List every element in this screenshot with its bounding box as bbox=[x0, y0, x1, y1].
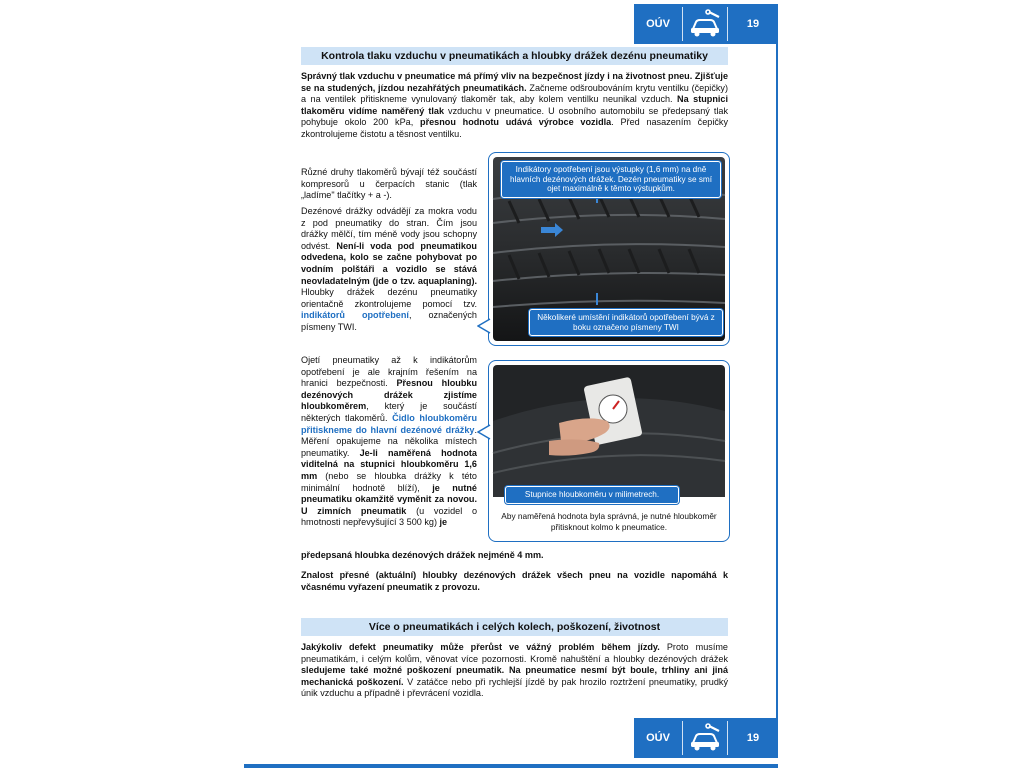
tab-divider bbox=[727, 721, 728, 755]
depth-gauge-photo-frame bbox=[488, 360, 730, 542]
tab-divider bbox=[682, 721, 683, 755]
pointer-arrow-icon bbox=[477, 424, 491, 440]
bold-text: Přesnou hloubku dezénových drážek zjistíme hloubkoměrem bbox=[301, 378, 477, 412]
tire-tread-photo-frame bbox=[488, 152, 730, 346]
body-text: . Měření opakujeme na několika místech pneumatiky. bbox=[301, 424, 477, 458]
tab-divider bbox=[682, 7, 683, 41]
section-heading-tire-pressure: Kontrola tlaku vzduchu v pneumatikách a hloubky drážek dezénu pneumatiky bbox=[301, 47, 728, 65]
body-text: . Před nasazením čepičky zkontrolujeme čistotu a těsnost ventilku. bbox=[301, 117, 728, 139]
highlight-text: indikátorů opotřebení bbox=[301, 310, 409, 321]
bold-text: sledujeme také možné poškození pneumatik. Na pneumatice nesmí být boule, trhliny ani jiná mechanická poškození. bbox=[301, 665, 728, 687]
winter-tire-rule: předepsaná hloubka dezénových drážek nejméně 4 mm. bbox=[301, 550, 544, 560]
bold-text: Jakýkoliv defekt pneumatiky může přerůst ve vážný problém během jízdy. bbox=[301, 642, 660, 652]
body-text: Hloubky drážek dezénu pneumatiky orientačně zkontrolujeme pomocí tzv. bbox=[301, 287, 477, 309]
car-wrench-icon bbox=[683, 723, 727, 753]
bold-text: Na stupnici tlakoměru vidíme naměřený tlak bbox=[301, 94, 728, 116]
gauge-scale-callout: Stupnice hloubkoměru v milimetrech. bbox=[505, 486, 679, 504]
page-number: 19 bbox=[746, 732, 760, 744]
twi-marking-callout: Několikeré umístění indikátorů opotřebení bývá z boku označeno písmeny TWI bbox=[529, 309, 723, 336]
car-wrench-icon bbox=[683, 9, 727, 39]
tire-damage-paragraph bbox=[301, 642, 728, 700]
pointer-arrow-icon bbox=[477, 318, 491, 334]
margin-rule bbox=[776, 42, 778, 720]
depth-gauge-caption: Aby naměřená hodnota byla správná, je nutné hloubkoměr přitisknout kolmo k pneumatice. bbox=[501, 511, 717, 532]
bold-text: je nutné pneumatiku okamžitě vyměnit za novou. U zimních pneumatik bbox=[301, 482, 477, 516]
body-text: V zatáčce nebo při rychlejší jízdě by pak hrozilo roztržení pneumatiky, prudký únik vzduchu a případně i převrácení vozidla. bbox=[301, 676, 729, 699]
bold-text: přesnou hodnotu udává výrobce vozidla bbox=[420, 117, 612, 128]
page-number: 19 bbox=[746, 18, 760, 30]
bottom-rule bbox=[244, 764, 778, 768]
tab-divider bbox=[727, 7, 728, 41]
highlight-text: Čidlo hloubkoměru přitiskneme do hlavní dezénové drážky bbox=[301, 412, 477, 435]
footer-tab bbox=[634, 718, 778, 758]
intro-paragraph bbox=[301, 71, 728, 141]
bold-text: Není-li voda pod pneumatikou odvedena, kolo se začne pohybovat po vodním polštáři a vozidlo se stává neovladatelným (jde o tzv. aquaplaning). bbox=[301, 240, 477, 286]
bold-text: je bbox=[439, 517, 448, 528]
depth-gauge-photo bbox=[489, 361, 729, 501]
body-text: Dezénové drážky odvádějí za mokra vodu z pod pneumatiky do stran. Čím jsou drážky mělčí, tím méně vody jsou schopny odvést. bbox=[301, 206, 477, 251]
wear-indicator-callout: Indikátory opotřebení jsou výstupky (1,6 mm) na dně hlavních dezénových drážek. Dezén pneumatiky se smí ojet maximálně k těmto výstupkům. bbox=[501, 161, 721, 198]
bold-text: Je-li naměřená hodnota viditelná na stupnici hloubkoměru 1,6 mm bbox=[301, 447, 477, 481]
body-text: Ojetí pneumatiky až k indikátorům opotřebení je ale krajním řešením na hranici bezpečnosti. bbox=[301, 355, 477, 389]
summary-paragraph: Znalost přesné (aktuální) hloubky dezénových drážek všech pneu na vozidle napomáhá k včasnému vyřazení pneumatik z provozu. bbox=[301, 570, 728, 592]
body-text: (nebo se hloubka drážky k této minimální hodnotě blíží), bbox=[301, 470, 477, 493]
header-tab bbox=[634, 4, 778, 44]
section-heading-tire-damage: Více o pneumatikách i celých kolech, poškození, životnost bbox=[301, 618, 728, 636]
body-text: Proto musíme pneumatikám, i celým kolům, věnovat více pozornosti. Kromě nahuštění a hloubky dezénových drážek bbox=[301, 642, 728, 664]
compressor-paragraph bbox=[301, 167, 477, 202]
body-text: , označených písmeny TWI. bbox=[301, 310, 477, 332]
bold-text: Správný tlak vzduchu v pneumatice má přímý vliv na bezpečnost jízdy i na životnost pneu. Zjišťuje se na studených, jízdou nezahřátých pneumatikách. bbox=[301, 71, 728, 93]
body-text: Různé druhy tlakoměrů bývají též součástí kompresorů u čerpacích stanic (tlak „ladíme" tlačítky + a -). bbox=[301, 167, 477, 201]
depth-gauge-paragraph bbox=[301, 355, 477, 529]
chapter-code: OÚV bbox=[646, 18, 670, 30]
chapter-code: OÚV bbox=[646, 732, 670, 744]
body-text: vzduchu v pneumatice. U osobního automobilu se předepsaný tlak pohybuje okolo 200 kPa, bbox=[301, 105, 728, 128]
body-text: , který je součástí některých tlakoměrů. bbox=[301, 401, 477, 423]
body-text: Začneme odšroubováním krytu ventilku (čepičky) a na ventilek přitiskneme vynulovaný tlakoměr tak, aby kolem ventilku neunikal vzduch. bbox=[301, 82, 728, 105]
body-text: (u vozidel o hmotnosti nepřevyšující 3 500 kg) bbox=[301, 505, 477, 528]
tread-grooves-paragraph bbox=[301, 206, 477, 334]
